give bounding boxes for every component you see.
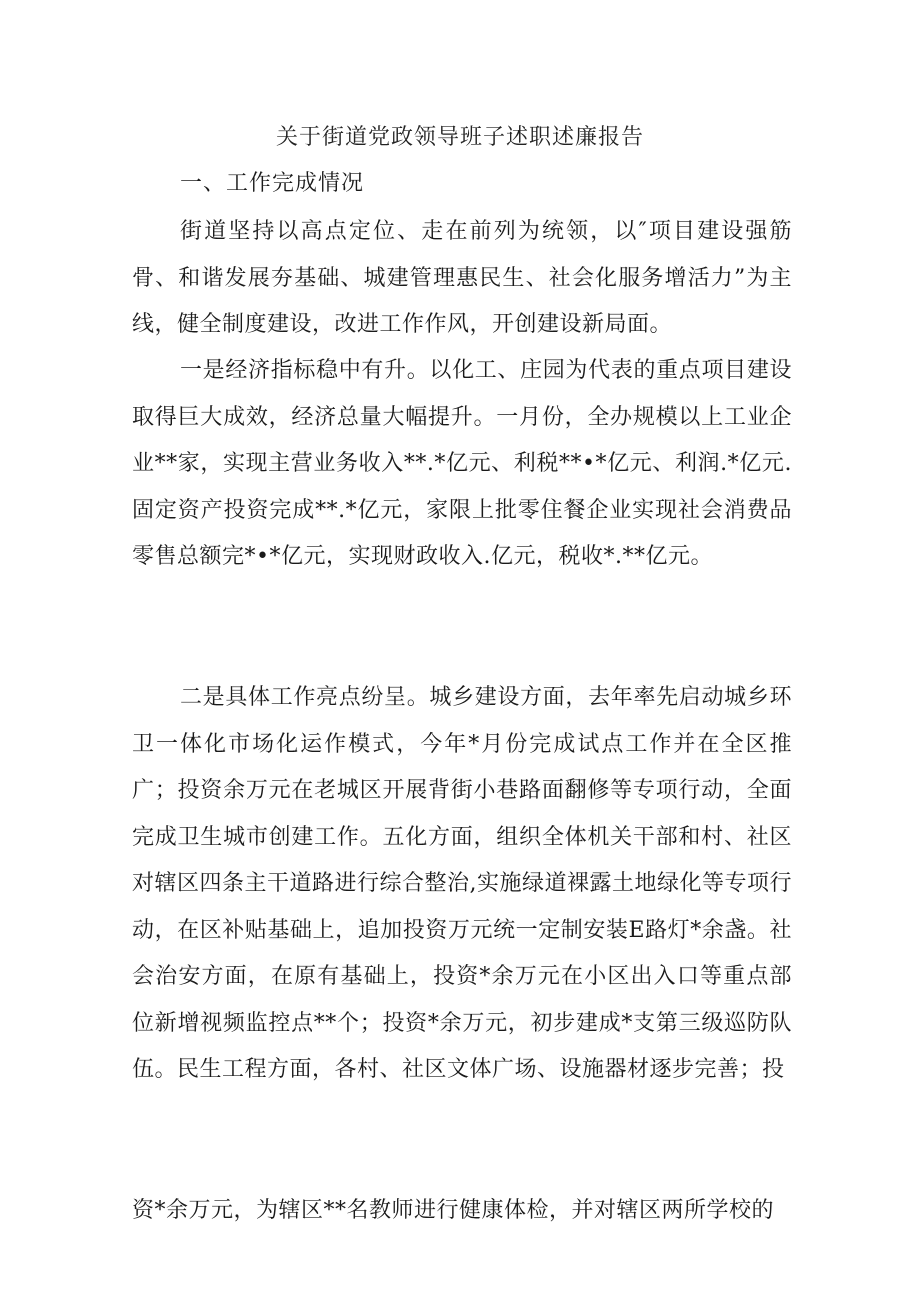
paragraph-highlights: 二是具体工作亮点纷呈。城乡建设方面，去年率先启动城乡环卫一体化市场化运作模式，今年*月份完成试点工作并在全区推广；投资余万元在老城区开展背街小巷路面翻修等专项行动，全面完成卫生城市创建工作。五化方面，组织全体机关干部和村、社区对辖区四条主干道路进行综合整治,实施绿道裸露土地绿化等专项行动，在区补贴基础上，追加投资万元统一定制安装E路灯*余盏。社会治安方面，在原有基础上，投资*余万元在小区出入口等重点部位新增视频监控点**个；投资*余万元，初步建成*支第三级巡防队伍。民生工程方面，各村、社区文体广场、设施器材逐步完善；投	[132, 685, 792, 1082]
paragraph-continuation: 资*余万元，为辖区**名教师进行健康体检，并对辖区两所学校的	[132, 1198, 775, 1223]
document-title: 关于街道党政领导班子述职述廉报告	[275, 125, 644, 150]
paragraph-economy: 一是经济指标稳中有升。以化工、庄园为代表的重点项目建设取得巨大成效，经济总量大幅提升。一月份，全办规模以上工业企业**家，实现主营业务收入**.*亿元、利税**•*亿元、利润.*亿元.固定资产投资完成**.*亿元，家限上批零住餐企业实现社会消费品零售总额完*•*亿元，实现财政收入.亿元，税收*.**亿元。	[132, 358, 792, 569]
section-heading: 一、工作完成情况	[180, 171, 365, 196]
paragraph-intro: 街道坚持以高点定位、走在前列为统领，以″项目建设强筋骨、和谐发展夯基础、城建管理惠民生、社会化服务增活力”为主线，健全制度建设，改进工作作风，开创建设新局面。	[132, 219, 792, 337]
